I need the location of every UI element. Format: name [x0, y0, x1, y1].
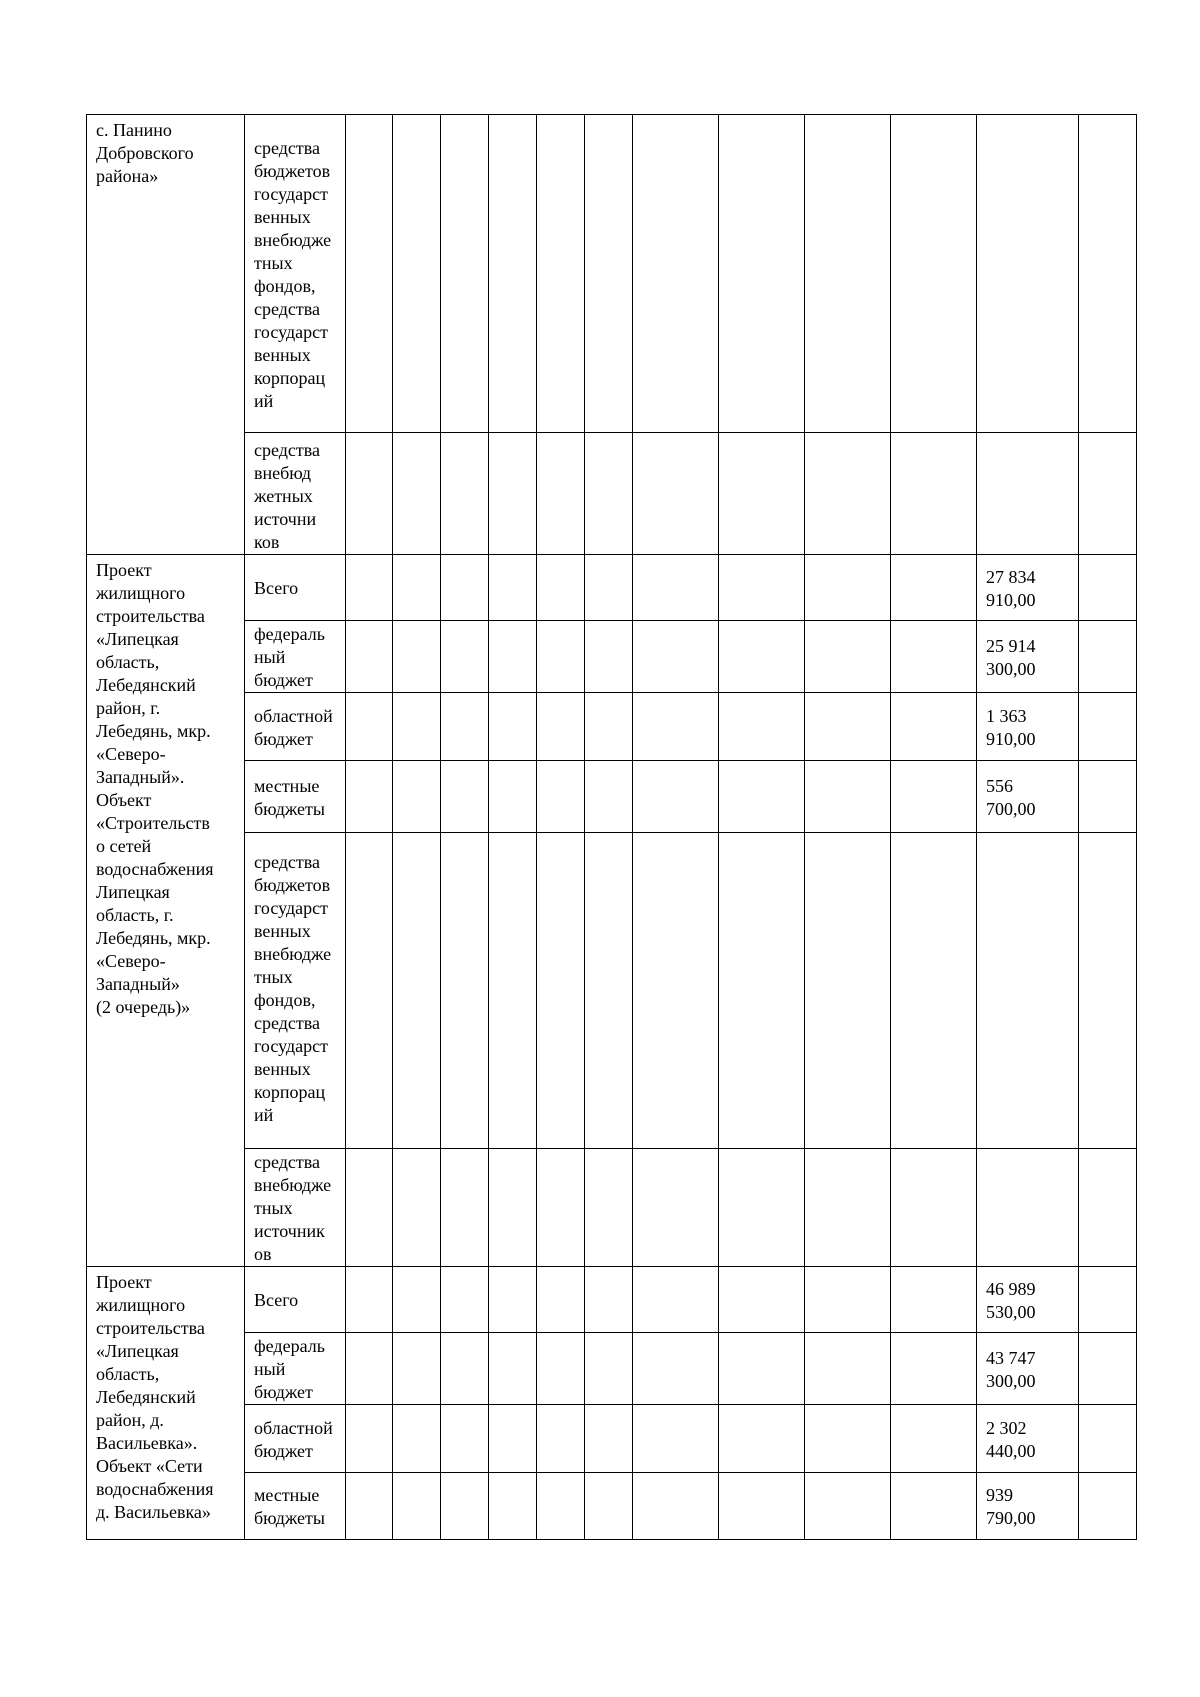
project-name-cell: Проект жилищного строительства «Липецкая область, Лебедянский район, д. Васильевка». Объект «Сети водоснабжения д. Васильевка»	[87, 1267, 245, 1540]
amount-cell	[977, 1149, 1079, 1267]
table-cell	[393, 555, 441, 621]
table-cell	[346, 693, 393, 761]
table-cell	[719, 621, 805, 693]
table-cell	[489, 555, 537, 621]
table-cell	[633, 1333, 719, 1405]
table-cell	[1079, 621, 1137, 693]
table-cell	[891, 621, 977, 693]
table-cell	[537, 433, 585, 555]
table-cell	[346, 761, 393, 833]
table-cell	[393, 1405, 441, 1473]
table-cell	[805, 1267, 891, 1333]
table-cell	[805, 693, 891, 761]
table-cell	[489, 115, 537, 433]
amount-cell: 27 834 910,00	[977, 555, 1079, 621]
table-cell	[441, 1267, 489, 1333]
table-cell	[441, 115, 489, 433]
funding-source-cell: федераль ный бюджет	[245, 1333, 346, 1405]
table-cell	[719, 1333, 805, 1405]
amount-cell: 2 302 440,00	[977, 1405, 1079, 1473]
table-cell	[585, 433, 633, 555]
table-cell	[441, 761, 489, 833]
table-cell	[489, 761, 537, 833]
table-cell	[719, 761, 805, 833]
table-cell	[537, 1267, 585, 1333]
table-cell	[489, 1405, 537, 1473]
table-cell	[719, 433, 805, 555]
table-cell	[441, 1473, 489, 1540]
table-cell	[489, 621, 537, 693]
table-cell	[489, 433, 537, 555]
table-cell	[805, 115, 891, 433]
table-cell	[633, 1473, 719, 1540]
table-row	[87, 693, 1137, 761]
table-cell	[633, 693, 719, 761]
funding-source-cell: местные бюджеты	[245, 1473, 346, 1540]
table-cell	[346, 555, 393, 621]
funding-source-cell: местные бюджеты	[245, 761, 346, 833]
table-cell	[537, 115, 585, 433]
table-row	[87, 1149, 1137, 1267]
table-cell	[1079, 833, 1137, 1149]
table-cell	[489, 1333, 537, 1405]
funding-source-cell: средства внебюдже тных источник ов	[245, 1149, 346, 1267]
table-cell	[393, 115, 441, 433]
table-row	[87, 621, 1137, 693]
amount-cell: 25 914 300,00	[977, 621, 1079, 693]
table-cell	[585, 115, 633, 433]
table-cell	[537, 1473, 585, 1540]
table-cell	[719, 115, 805, 433]
amount-cell: 46 989 530,00	[977, 1267, 1079, 1333]
table-cell	[891, 833, 977, 1149]
table-cell	[585, 833, 633, 1149]
table-cell	[633, 833, 719, 1149]
amount-cell	[977, 433, 1079, 555]
table-cell	[719, 1473, 805, 1540]
table-cell	[891, 1267, 977, 1333]
table-cell	[891, 115, 977, 433]
table-cell	[393, 433, 441, 555]
table-cell	[537, 621, 585, 693]
table-cell	[633, 1267, 719, 1333]
table-cell	[891, 1405, 977, 1473]
table-cell	[805, 1333, 891, 1405]
table-cell	[1079, 761, 1137, 833]
table-cell	[805, 833, 891, 1149]
amount-cell: 556 700,00	[977, 761, 1079, 833]
funding-source-cell: Всего	[245, 1267, 346, 1333]
funding-source-cell: Всего	[245, 555, 346, 621]
amount-cell: 1 363 910,00	[977, 693, 1079, 761]
amount-cell	[977, 115, 1079, 433]
table-cell	[719, 833, 805, 1149]
table-cell	[1079, 1267, 1137, 1333]
table-cell	[891, 693, 977, 761]
table-cell	[719, 1405, 805, 1473]
funding-source-cell: средства внебюд жетных источни ков	[245, 433, 346, 555]
table-cell	[441, 1149, 489, 1267]
table-cell	[585, 1149, 633, 1267]
table-body	[87, 115, 1137, 1540]
table-cell	[346, 1333, 393, 1405]
table-cell	[633, 115, 719, 433]
table-cell	[719, 1149, 805, 1267]
table-cell	[891, 555, 977, 621]
table-cell	[633, 621, 719, 693]
funding-source-cell: федераль ный бюджет	[245, 621, 346, 693]
table-row	[87, 1267, 1137, 1333]
table-cell	[537, 761, 585, 833]
table-cell	[441, 1405, 489, 1473]
table-row	[87, 555, 1137, 621]
table-cell	[585, 1473, 633, 1540]
table-cell	[393, 1473, 441, 1540]
table-row	[87, 761, 1137, 833]
table-cell	[537, 693, 585, 761]
table-cell	[393, 1333, 441, 1405]
table-cell	[805, 621, 891, 693]
table-cell	[1079, 1405, 1137, 1473]
amount-cell: 939 790,00	[977, 1473, 1079, 1540]
table-cell	[489, 833, 537, 1149]
table-cell	[1079, 693, 1137, 761]
table-cell	[346, 115, 393, 433]
amount-cell: 43 747 300,00	[977, 1333, 1079, 1405]
table-cell	[585, 693, 633, 761]
table-cell	[585, 555, 633, 621]
table-cell	[346, 1405, 393, 1473]
table-cell	[537, 1333, 585, 1405]
table-cell	[719, 693, 805, 761]
table-cell	[1079, 1473, 1137, 1540]
table-cell	[441, 555, 489, 621]
table-cell	[585, 1267, 633, 1333]
table-cell	[346, 1149, 393, 1267]
table-cell	[805, 555, 891, 621]
table-cell	[891, 761, 977, 833]
table-row	[87, 1473, 1137, 1540]
table-cell	[393, 1149, 441, 1267]
table-cell	[585, 621, 633, 693]
amount-cell	[977, 833, 1079, 1149]
table-cell	[719, 555, 805, 621]
table-cell	[393, 621, 441, 693]
table-cell	[633, 1405, 719, 1473]
table-cell	[346, 621, 393, 693]
budget-table	[86, 114, 1137, 1540]
table-cell	[489, 1267, 537, 1333]
table-cell	[891, 433, 977, 555]
table-cell	[633, 433, 719, 555]
table-cell	[1079, 433, 1137, 555]
table-cell	[891, 1149, 977, 1267]
table-cell	[1079, 555, 1137, 621]
table-cell	[585, 1405, 633, 1473]
table-cell	[719, 1267, 805, 1333]
table-cell	[585, 761, 633, 833]
funding-source-cell: областной бюджет	[245, 693, 346, 761]
table-cell	[805, 761, 891, 833]
table-cell	[441, 1333, 489, 1405]
table-cell	[441, 833, 489, 1149]
table-cell	[346, 1473, 393, 1540]
table-cell	[393, 1267, 441, 1333]
table-row	[87, 833, 1137, 1149]
table-cell	[805, 433, 891, 555]
table-cell	[489, 1149, 537, 1267]
table-cell	[537, 555, 585, 621]
funding-source-cell: средства бюджетов государст венных внебюдже тных фондов, средства государст венных корпорац ий	[245, 833, 346, 1149]
table-cell	[441, 693, 489, 761]
table-cell	[633, 555, 719, 621]
table-cell	[441, 621, 489, 693]
table-cell	[805, 1473, 891, 1540]
table-row	[87, 1333, 1137, 1405]
funding-source-cell: областной бюджет	[245, 1405, 346, 1473]
table-cell	[441, 433, 489, 555]
table-cell	[489, 1473, 537, 1540]
table-cell	[633, 761, 719, 833]
table-row	[87, 433, 1137, 555]
table-cell	[891, 1473, 977, 1540]
table-row	[87, 115, 1137, 433]
table-cell	[1079, 1149, 1137, 1267]
table-cell	[393, 693, 441, 761]
table-cell	[805, 1149, 891, 1267]
project-name-cell: с. Панино Добровского района»	[87, 115, 245, 555]
table-cell	[585, 1333, 633, 1405]
table-cell	[1079, 115, 1137, 433]
table-cell	[537, 833, 585, 1149]
table-cell	[891, 1333, 977, 1405]
table-cell	[346, 833, 393, 1149]
table-cell	[393, 761, 441, 833]
table-cell	[537, 1149, 585, 1267]
table-cell	[805, 1405, 891, 1473]
table-cell	[346, 1267, 393, 1333]
funding-source-cell: средства бюджетов государст венных внебюдже тных фондов, средства государст венных корпорац ий	[245, 115, 346, 433]
table-cell	[346, 433, 393, 555]
table-cell	[489, 693, 537, 761]
project-name-cell: Проект жилищного строительства «Липецкая область, Лебедянский район, г. Лебедянь, мкр. «Северо- Западный». Объект «Строительств о сетей водоснабжения Липецкая область, г. Лебедянь, мкр. «Северо- Западный» (2 очередь)»	[87, 555, 245, 1267]
table-cell	[633, 1149, 719, 1267]
table-cell	[393, 833, 441, 1149]
table-cell	[1079, 1333, 1137, 1405]
table-cell	[537, 1405, 585, 1473]
table-row	[87, 1405, 1137, 1473]
